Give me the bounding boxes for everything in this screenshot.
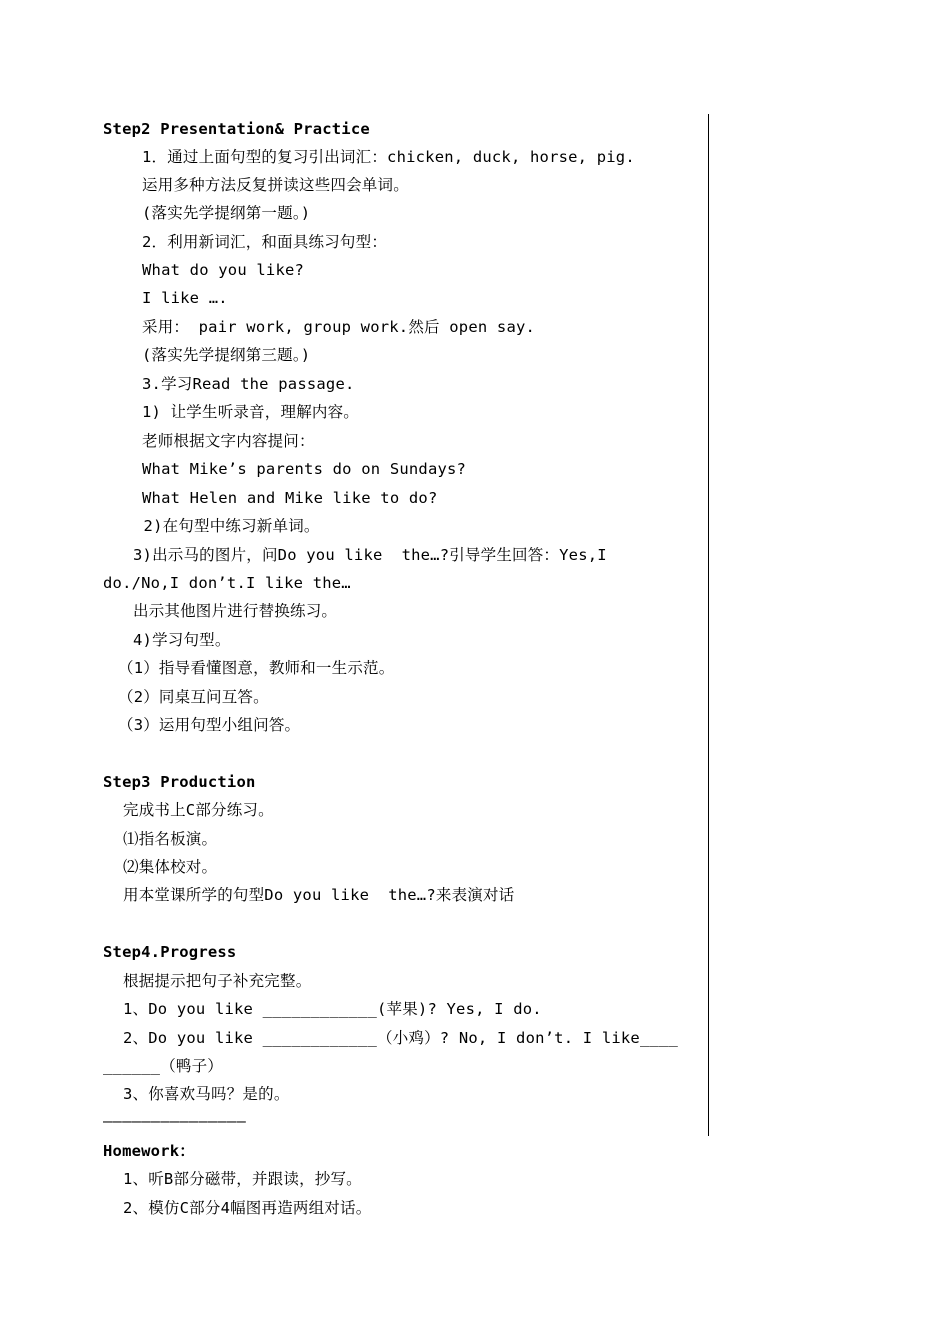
step3-line: 完成书上C部分练习。 <box>123 801 274 819</box>
step2-line: 1) 让学生听录音，理解内容。 <box>142 403 359 421</box>
step2-line: 2)在句型中练习新单词。 <box>134 517 320 535</box>
step2-heading: Step2 Presentation& Practice <box>103 120 370 138</box>
table-border-line <box>708 114 709 1136</box>
homework-line: 2、模仿C部分4幅图再造两组对话。 <box>123 1199 372 1217</box>
step2-line: 老师根据文字内容提问： <box>142 432 315 450</box>
step2-line: I like …. <box>142 289 228 307</box>
homework-heading: Homework： <box>103 1142 195 1160</box>
step2-line: do./No,I don’t.I like the… <box>103 574 351 592</box>
step2-line: （1）指导看懂图意，教师和一生示范。 <box>118 659 395 677</box>
step4-line: 根据提示把句子补充完整。 <box>123 972 312 990</box>
step2-line: (落实先学提纲第一题。) <box>142 204 311 222</box>
step4-line: 3、你喜欢马吗？是的。 <box>123 1085 290 1103</box>
step2-line: （3）运用句型小组问答。 <box>118 716 301 734</box>
step2-line: (落实先学提纲第三题。) <box>142 346 311 364</box>
step2-line: （2）同桌互问互答。 <box>118 688 269 706</box>
step2-line: 4)学习句型。 <box>133 631 231 649</box>
step2-line: What do you like? <box>142 261 305 279</box>
step2-line: What Mike’s parents do on Sundays? <box>142 460 467 478</box>
step2-line: What Helen and Mike like to do? <box>142 489 438 507</box>
step4-line: ______（鸭子） <box>103 1057 223 1075</box>
step2-line: 1．通过上面句型的复习引出词汇：chicken, duck, horse, pig. <box>142 148 635 166</box>
step2-line: 采用： pair work, group work.然后 open say. <box>142 318 536 336</box>
step2-line: 2．利用新词汇，和面具练习句型： <box>142 233 388 251</box>
homework-line: 1、听B部分磁带，并跟读，抄写。 <box>123 1170 362 1188</box>
separator-dashes: ——————————————— <box>103 1112 246 1130</box>
step2-line: 出示其他图片进行替换练习。 <box>133 602 338 620</box>
step3-line: 用本堂课所学的句型Do you like the…?来表演对话 <box>123 886 515 904</box>
step2-line: 3)出示马的图片，问Do you like the…?引导学生回答：Yes,I <box>133 546 607 564</box>
step2-line: 运用多种方法反复拼读这些四会单词。 <box>142 176 409 194</box>
step4-heading: Step4.Progress <box>103 943 237 961</box>
step3-line: ⑵集体校对。 <box>123 858 218 876</box>
step4-line: 2、Do you like ____________（小鸡）? No, I don’t. I like____ <box>123 1029 679 1047</box>
step4-line: 1、Do you like ____________(苹果)? Yes, I do. <box>123 1000 542 1018</box>
step3-line: ⑴指名板演。 <box>123 830 218 848</box>
step3-heading: Step3 Production <box>103 773 256 791</box>
step2-line: 3.学习Read the passage. <box>142 375 355 393</box>
